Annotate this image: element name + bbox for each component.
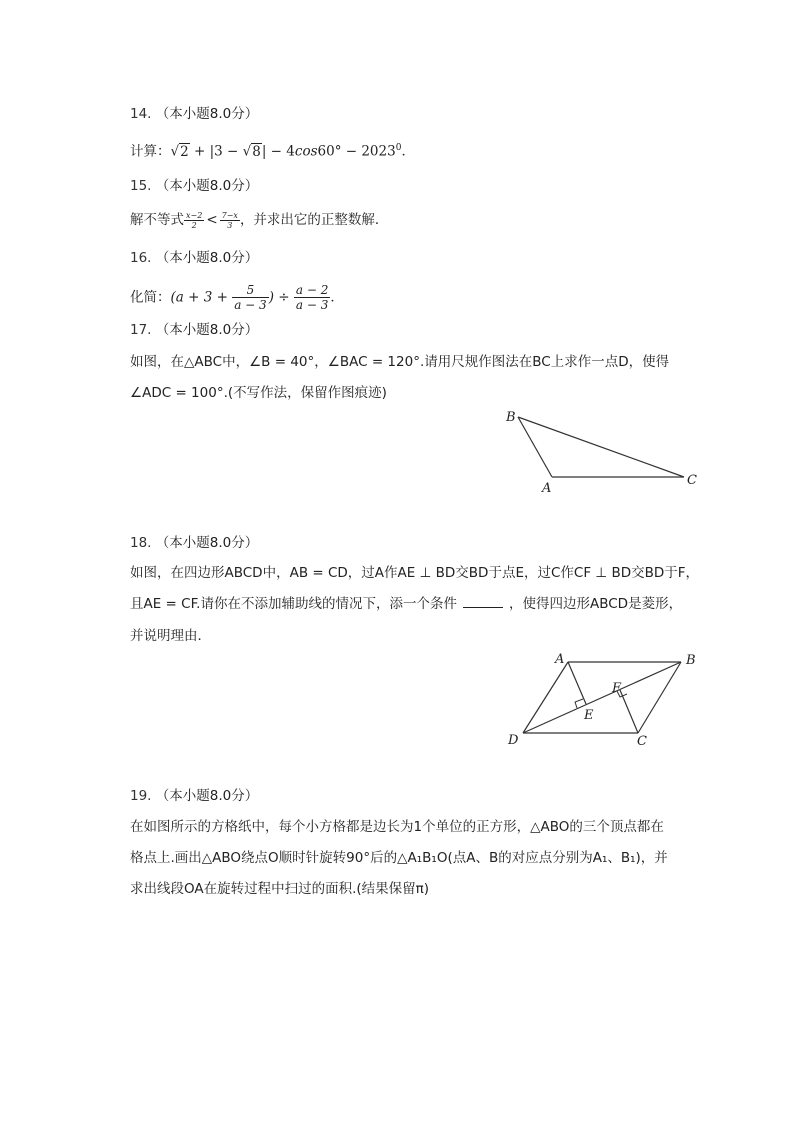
q18-label-f: F: [612, 681, 622, 696]
q18-label-e: E: [584, 708, 594, 723]
q16-fraction-2: $\frac{a - 2}{a - 3}$: [295, 283, 329, 312]
q18-line-2a: 且AE = CF.请你在不添加辅助线的情况下，添一个条件: [130, 596, 457, 612]
q18-label-a: A: [555, 652, 565, 667]
q18-label-b: B: [686, 653, 696, 668]
q15-number: 15.: [130, 178, 152, 194]
q16-fraction-1: $\frac{5}{a - 3}$: [234, 283, 267, 312]
q15-suffix: ，并求出它的正整数解．: [239, 212, 389, 228]
q19-line-1: 在如图所示的方格纸中，每个小方格都是边长为1个单位的正方形，△ABO的三个顶点都在: [130, 819, 664, 835]
q17-label-a: A: [542, 481, 552, 496]
q15-score: （本小题8.0分）: [155, 178, 259, 194]
q18-line-1: 如图，在四边形ABCD中，AB = CD，过A作AE ⊥ BD交BD于点E，过C作CF ⊥ BD交BD于F，: [130, 565, 700, 581]
q19-number: 19.: [130, 788, 152, 804]
q17-label-c: C: [687, 473, 697, 488]
segment-ae: [568, 662, 586, 704]
q14-term2-close: | − 4: [261, 143, 295, 160]
q18-line-2b: ，使得四边形ABCD是菱形，: [508, 596, 683, 612]
q14-end: ．: [401, 143, 415, 160]
segment-cf: [620, 690, 638, 733]
q17-label-b: B: [506, 410, 516, 425]
q18-label-c: C: [637, 734, 647, 749]
q16-open: (a + 3 +: [170, 289, 233, 306]
q14-cos: cos: [294, 143, 318, 160]
q17-line-2: ∠ADC = 100°.(不写作法，保留作图痕迹): [130, 385, 387, 401]
q14-number: 14.: [130, 106, 152, 122]
q19-line-3: 求出线段OA在旋转过程中扫过的面积.(结果保留π): [130, 881, 430, 897]
q18-score: （本小题8.0分）: [155, 535, 259, 551]
q15-fraction-2: $\frac{7-x}{3}$: [221, 210, 238, 230]
q14-score: （本小题8.0分）: [155, 106, 259, 122]
q16-number: 16.: [130, 250, 152, 266]
q18-number: 18.: [130, 535, 152, 551]
q14-sqrt-2: √2: [170, 143, 189, 160]
q16-end: ．: [330, 289, 344, 306]
q14-rest: 60° − 2023: [317, 143, 396, 160]
q19-score: （本小题8.0分）: [155, 788, 259, 804]
diagonal-bd: [523, 662, 681, 733]
q18-line-3: 并说明理由．: [130, 628, 211, 644]
q16-prefix: 化简：: [130, 289, 171, 306]
q16-score: （本小题8.0分）: [155, 250, 259, 266]
q18-label-d: D: [508, 733, 519, 748]
q15-fraction-1: $\frac{x-2}{2}$: [186, 210, 203, 230]
q14-term2-open: + |3 −: [189, 143, 243, 160]
q17-score: （本小题8.0分）: [155, 322, 259, 338]
q14-prefix: 计算：: [130, 143, 171, 160]
q17-line-1: 如图，在△ABC中，∠B = 40°，∠BAC = 120°.请用尺规作图法在BC上求作一点D，使得: [130, 354, 670, 370]
q15-prefix: 解不等式: [130, 212, 184, 228]
q19-header: [130, 786, 258, 806]
q14-exponent: 0: [395, 143, 402, 153]
q16-close: ) ÷: [268, 289, 294, 306]
q17-number: 17.: [130, 322, 152, 338]
q19-line-2: 格点上.画出△ABO绕点O顺时针旋转90°后的△A₁B₁O(点A、B的对应点分别为A₁、B₁)，并: [130, 850, 668, 866]
q15-less-than: <: [206, 212, 218, 228]
q14-sqrt-8: √8: [242, 143, 261, 160]
